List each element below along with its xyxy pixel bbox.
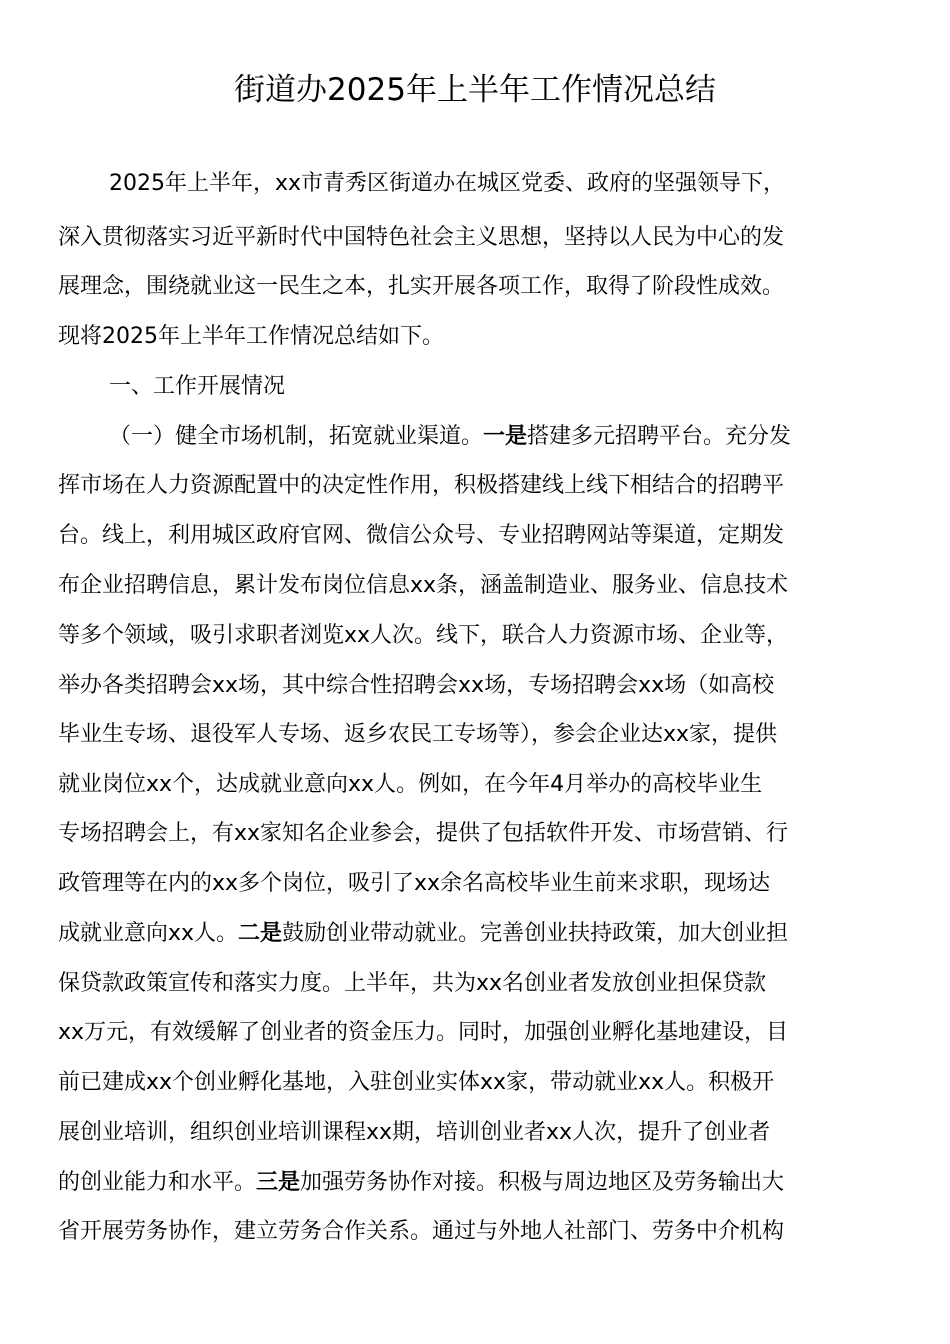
text-run: 深入贯彻落实习近平新时代中国特色社会主义思想，坚持以人民为中心的发 bbox=[58, 225, 785, 250]
text-run: 挥市场在人力资源配置中的决定性作用，积极搭建线上线下相结合的招聘平 bbox=[58, 473, 785, 498]
paragraph-line bbox=[58, 909, 788, 959]
paragraph-line bbox=[58, 213, 784, 263]
paragraph-line bbox=[109, 159, 785, 209]
paragraph-line bbox=[58, 561, 788, 611]
text-run: 展创业培训，组织创业培训课程xx期，培训创业者xx人次，提升了创业者 bbox=[58, 1120, 771, 1145]
text-run: 台。线上，利用城区政府官网、微信公众号、专业招聘网站等渠道，定期发 bbox=[58, 523, 785, 548]
paragraph-line bbox=[58, 661, 774, 711]
text-run: 保贷款政策宣传和落实力度。上半年，共为xx名创业者发放创业担保贷款 bbox=[58, 971, 767, 996]
text-run: 现将2025年上半年工作情况总结如下。 bbox=[58, 324, 444, 349]
paragraph-line bbox=[58, 959, 766, 1009]
bold-marker: 一是 bbox=[483, 424, 528, 449]
paragraph-line bbox=[58, 859, 770, 909]
paragraph-line bbox=[58, 611, 788, 661]
text-run: xx万元，有效缓解了创业者的资金压力。同时，加强创业孵化基地建设，目 bbox=[58, 1020, 789, 1045]
text-run: 鼓励创业带动就业。完善创业扶持政策，加大创业担 bbox=[282, 921, 789, 946]
text-run: 政管理等在内的xx多个岗位，吸引了xx余名高校毕业生前来求职，现场达 bbox=[58, 871, 771, 896]
bold-marker: 二是 bbox=[238, 921, 283, 946]
subheading-text: （一）健全市场机制，拓宽就业渠道。 bbox=[109, 424, 484, 449]
paragraph-line bbox=[58, 312, 444, 362]
text-run: 成就业意向xx人。 bbox=[58, 921, 239, 946]
paragraph-line bbox=[58, 809, 788, 859]
text-run: 就业岗位xx个，达成就业意向xx人。例如，在今年4月举办的高校毕业生 bbox=[58, 772, 763, 797]
paragraph-line bbox=[58, 1207, 784, 1257]
text-run: 专场招聘会上，有xx家知名企业参会，提供了包括软件开发、市场营销、行 bbox=[58, 821, 789, 846]
text-run: 2025年上半年，xx市青秀区街道办在城区党委、政府的坚强领导下， bbox=[109, 171, 786, 196]
text-run: 一、工作开展情况 bbox=[109, 374, 286, 399]
text-run: 举办各类招聘会xx场，其中综合性招聘会xx场，专场招聘会xx场（如高校 bbox=[58, 673, 775, 698]
paragraph-line bbox=[58, 1158, 784, 1208]
text-run: 前已建成xx个创业孵化基地，入驻创业实体xx家，带动就业xx人。积极开 bbox=[58, 1070, 775, 1095]
text-run: 等多个领域，吸引求职者浏览xx人次。线下，联合人力资源市场、企业等， bbox=[58, 623, 789, 648]
paragraph-line bbox=[58, 760, 762, 810]
paragraph-line bbox=[58, 1008, 788, 1058]
section-heading bbox=[109, 362, 285, 412]
bold-marker: 三是 bbox=[256, 1170, 301, 1195]
text-run: 布企业招聘信息，累计发布岗位信息xx条，涵盖制造业、服务业、信息技术 bbox=[58, 573, 789, 598]
paragraph-line bbox=[109, 412, 791, 462]
paragraph-line bbox=[58, 710, 777, 760]
text-run: 的创业能力和水平。 bbox=[58, 1170, 257, 1195]
text-run: 加强劳务协作对接。积极与周边地区及劳务输出大 bbox=[300, 1170, 785, 1195]
paragraph-line bbox=[58, 262, 784, 312]
paragraph-line bbox=[58, 1058, 774, 1108]
text-run: 省开展劳务协作，建立劳务合作关系。通过与外地人社部门、劳务中介机构 bbox=[58, 1219, 785, 1244]
text-run: 搭建多元招聘平台。充分发 bbox=[527, 424, 792, 449]
text-run: 毕业生专场、退役军人专场、返乡农民工专场等），参会企业达xx家，提供 bbox=[58, 722, 778, 747]
paragraph-line bbox=[58, 461, 784, 511]
text-run: 展理念，围绕就业这一民生之本，扎实开展各项工作，取得了阶段性成效。 bbox=[58, 274, 785, 299]
paragraph-line bbox=[58, 511, 784, 561]
document-title: 街道办2025年上半年工作情况总结 bbox=[234, 72, 716, 108]
paragraph-line bbox=[58, 1108, 770, 1158]
